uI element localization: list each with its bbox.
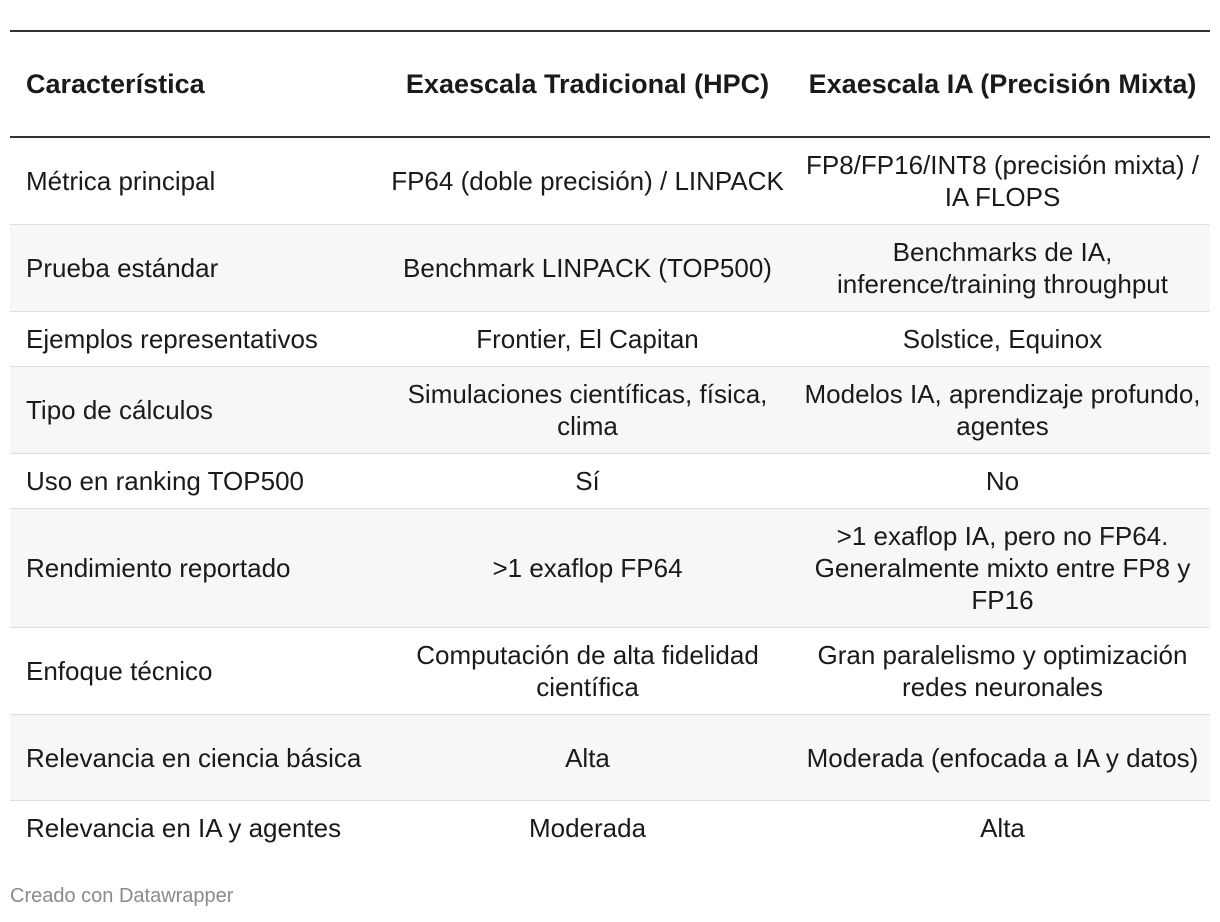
ia-value-cell: Moderada (enfocada a IA y datos) xyxy=(806,742,1199,773)
ia-value-cell: No xyxy=(985,466,1020,496)
comparison-table xyxy=(10,30,1210,855)
hpc-value-cell: >1 exaflop FP64 xyxy=(492,553,683,583)
ia-value-cell: Benchmarks de IA, inference/training throughput xyxy=(836,237,1168,299)
hpc-value-cell: Moderada xyxy=(528,813,647,843)
hpc-value-cell: Alta xyxy=(565,742,610,773)
column-header-exaescala-ia: Exaescala IA (Precisión Mixta) xyxy=(808,69,1197,99)
column-header-exaescala-tradicional: Exaescala Tradicional (HPC) xyxy=(405,69,770,99)
row-label-cell: Relevancia en ciencia básica xyxy=(26,742,362,773)
table-row xyxy=(10,312,1210,367)
hpc-value-cell: Sí xyxy=(575,466,600,496)
hpc-value-cell: Frontier, El Capitan xyxy=(476,324,699,354)
table-row xyxy=(10,137,1210,225)
row-label-cell: Prueba estándar xyxy=(26,253,219,283)
ia-value-cell: >1 exaflop IA, pero no FP64. Generalmente mixto entre FP8 y FP16 xyxy=(814,521,1191,615)
hpc-value-cell: Simulaciones científicas, física, clima xyxy=(407,379,768,441)
ia-value-cell: Gran paralelismo y optimización redes neuronales xyxy=(817,640,1188,702)
column-header-caracteristica: Característica xyxy=(26,69,205,99)
hpc-value-cell: Benchmark LINPACK (TOP500) xyxy=(403,253,772,283)
table-row xyxy=(10,801,1210,856)
table-row xyxy=(10,225,1210,312)
header-row xyxy=(10,31,1210,137)
ia-value-cell: Solstice, Equinox xyxy=(902,324,1103,354)
row-label-cell: Métrica principal xyxy=(26,166,216,196)
ia-value-cell: Modelos IA, aprendizaje profundo, agentes xyxy=(804,379,1201,441)
comparison-table-container xyxy=(10,30,1210,855)
table-header xyxy=(10,31,1210,137)
table-row xyxy=(10,509,1210,628)
row-label-cell: Enfoque técnico xyxy=(26,656,213,686)
datawrapper-credit: Creado con Datawrapper xyxy=(10,885,234,907)
table-row xyxy=(10,715,1210,801)
ia-value-cell: Alta xyxy=(980,813,1025,843)
table-row xyxy=(10,628,1210,715)
table-row xyxy=(10,454,1210,509)
table-body xyxy=(10,137,1210,855)
ia-value-cell: FP8/FP16/INT8 (precisión mixta) / IA FLOPS xyxy=(806,150,1199,212)
row-label-cell: Rendimiento reportado xyxy=(26,553,291,583)
row-label-cell: Tipo de cálculos xyxy=(26,395,213,425)
row-label-cell: Ejemplos representativos xyxy=(26,324,318,354)
table-row xyxy=(10,367,1210,454)
hpc-value-cell: Computación de alta fidelidad científica xyxy=(416,640,759,702)
row-label-cell: Relevancia en IA y agentes xyxy=(26,813,342,843)
hpc-value-cell: FP64 (doble precisión) / LINPACK xyxy=(391,166,784,196)
row-label-cell: Uso en ranking TOP500 xyxy=(26,466,304,496)
